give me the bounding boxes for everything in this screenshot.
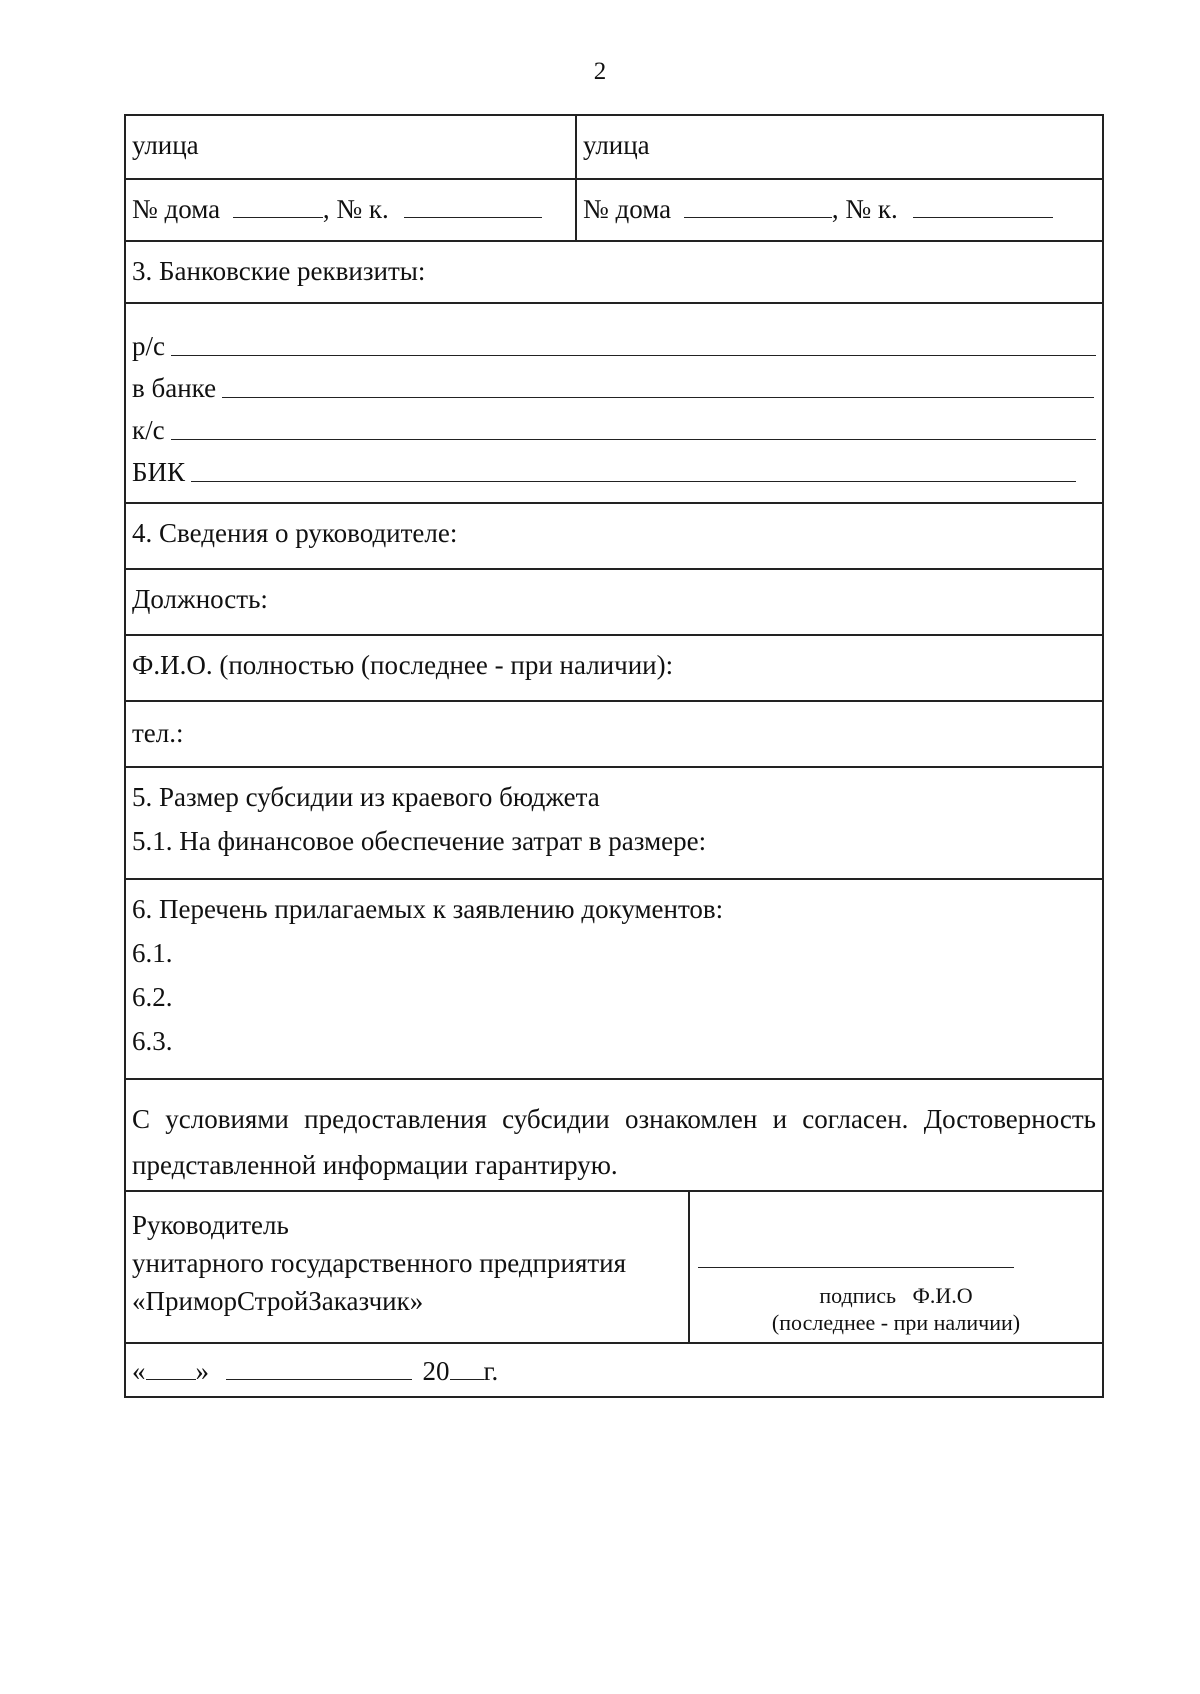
corpus-number-field[interactable] (404, 216, 542, 218)
signature-caption-1: подпись Ф.И.О (819, 1283, 973, 1308)
house-label: № дома (132, 194, 221, 224)
year-suffix: г. (483, 1356, 499, 1386)
street-left: улица (126, 116, 577, 178)
bik-line (132, 444, 1096, 486)
street-row (126, 116, 1102, 178)
phone-row: тел.: (126, 700, 1102, 766)
bank-name-field[interactable] (222, 397, 1094, 398)
document-item: 6.3. (132, 1026, 173, 1056)
house-number-field[interactable] (684, 216, 832, 218)
account-label: р/с (132, 331, 165, 361)
bank-name-line (132, 360, 1096, 402)
corr-account-line (132, 402, 1096, 444)
house-number-field[interactable] (233, 216, 323, 218)
document-item: 6.2. (132, 982, 173, 1012)
agreement-text: С условиями предоставления субсидии ознакомлен и согласен. Достоверность представленной информации гарантирую. (126, 1078, 1102, 1190)
subsidy-item-5-1: 5.1. На финансовое обеспечение затрат в размере: (132, 826, 707, 856)
street-right: улица (583, 130, 650, 160)
full-name-row: Ф.И.О. (полностью (последнее - при наличии): (126, 634, 1102, 700)
bank-heading: 3. Банковские реквизиты: (126, 240, 1102, 302)
corr-account-label: к/с (132, 415, 165, 445)
signature-block (690, 1192, 1102, 1342)
application-form (124, 114, 1104, 1398)
corpus-number-field[interactable] (913, 216, 1053, 218)
documents-section (126, 878, 1102, 1078)
bik-label: БИК (132, 457, 186, 487)
house-row (126, 178, 1102, 240)
signature-line-2: унитарного государственного предприятия (132, 1248, 627, 1278)
bank-details (126, 302, 1102, 502)
signature-row (126, 1190, 1102, 1342)
document-item: 6.1. (132, 938, 173, 968)
position-row: Должность: (126, 568, 1102, 634)
bik-field[interactable] (191, 481, 1076, 482)
bank-name-label: в банке (132, 373, 217, 403)
year-prefix: 20 (422, 1356, 450, 1386)
signature-caption (690, 1282, 1102, 1336)
date-row (126, 1342, 1102, 1396)
signature-line-1: Руководитель (132, 1210, 289, 1240)
documents-heading: 6. Перечень прилагаемых к заявлению документов: (132, 894, 724, 924)
signature-field[interactable] (698, 1267, 1014, 1268)
head-heading: 4. Сведения о руководителе: (126, 502, 1102, 568)
month-field[interactable] (226, 1378, 412, 1380)
corpus-label: , № к. (831, 194, 898, 224)
account-line (132, 318, 1096, 360)
date-open-quote: « (132, 1356, 146, 1386)
account-field[interactable] (171, 355, 1096, 356)
page-number: 2 (593, 58, 607, 85)
subsidy-section (126, 766, 1102, 878)
day-field[interactable] (146, 1378, 196, 1380)
signature-position (126, 1192, 690, 1342)
corpus-label: , № к. (322, 194, 389, 224)
house-right (577, 180, 1102, 240)
corr-account-field[interactable] (171, 439, 1096, 440)
signature-line-3: «ПриморСтройЗаказчик» (132, 1286, 424, 1316)
date-close-quote: » (195, 1356, 209, 1386)
signature-caption-2: (последнее - при наличии) (771, 1310, 1021, 1335)
year-field[interactable] (450, 1378, 484, 1380)
house-label: № дома (583, 194, 672, 224)
house-left (126, 180, 577, 240)
subsidy-heading: 5. Размер субсидии из краевого бюджета (132, 782, 600, 812)
